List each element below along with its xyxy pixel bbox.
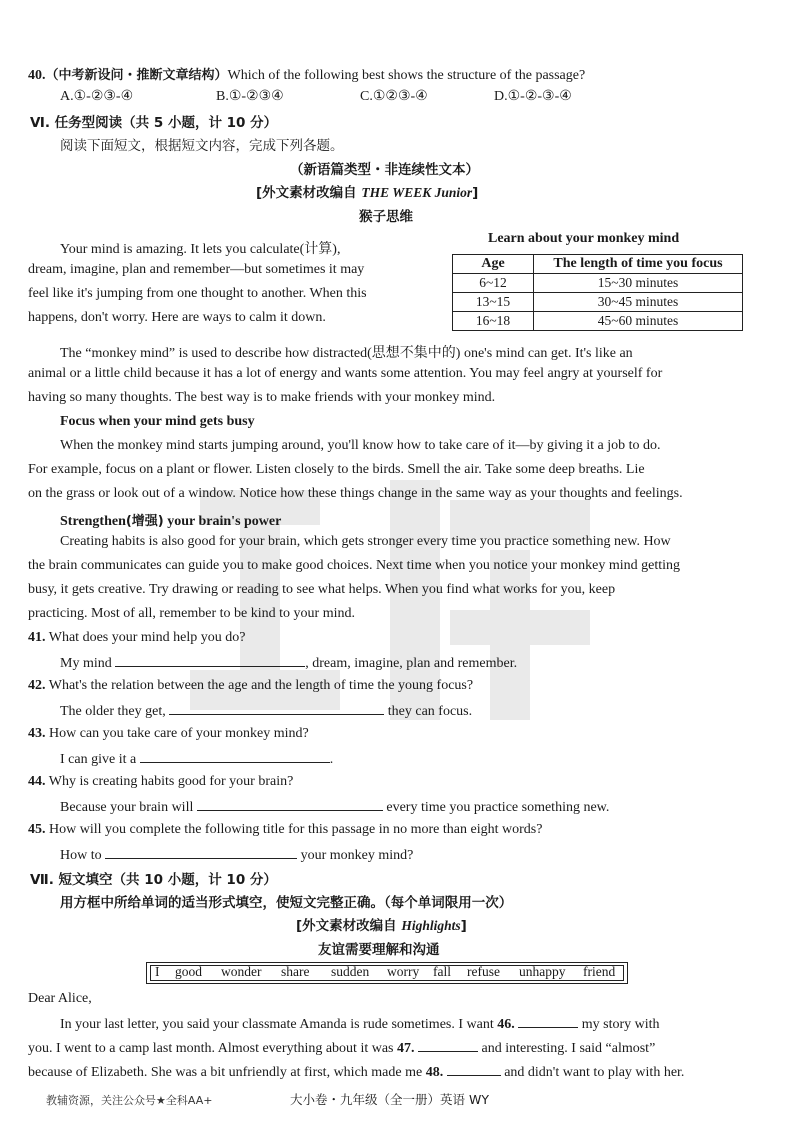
table-caption: Learn about your monkey mind (488, 231, 680, 246)
q44-blank[interactable] (197, 798, 383, 811)
para3-line-1: When the monkey mind starts jumping around, you'll know how to take care of it—by giving it a job to do. (60, 438, 661, 453)
q42-pre: The older they get, (60, 704, 166, 719)
word-box-word: refuse (467, 964, 500, 979)
word-box-word: good (175, 964, 202, 979)
word-box-word: I (155, 964, 160, 979)
q41-answer (60, 654, 517, 672)
q41-post: , dream, imagine, plan and remember. (305, 656, 518, 671)
para4-line-1: Creating habits is also good for your brain, which gets stronger every time you practice something new. How (60, 534, 671, 549)
letter-greeting: Dear Alice, (28, 991, 92, 1006)
q44-post: every time you practice something new. (386, 800, 610, 815)
word-box-word: sudden (331, 964, 370, 979)
q42-number: 42. (28, 678, 46, 693)
focus-time-table (452, 254, 743, 331)
intro-line-1: Your mind is amazing. It lets you calculate(计算), (60, 242, 341, 257)
q43-pre: I can give it a (60, 752, 137, 767)
para2-line-1: The “monkey mind” is used to describe how distracted(思想不集中的) one's mind can get. It's like an (60, 346, 633, 361)
word-box-word: worry (387, 964, 420, 979)
q41-pre: My mind (60, 656, 112, 671)
letter-line-3-a: because of Elizabeth. She was a bit unfriendly at first, which made me (28, 1065, 426, 1080)
q45-number: 45. (28, 822, 46, 837)
word-box-word: fall (433, 964, 451, 979)
q42-answer (60, 702, 472, 720)
q45-text: How will you complete the following title for this passage in no more than eight words? (49, 822, 543, 837)
q45-answer (60, 846, 413, 864)
intro-line-3: feel like it's jumping from one thought to another. When this (28, 286, 367, 301)
q44 (28, 774, 293, 790)
q40-option-c[interactable]: C.①②③-④ (360, 89, 428, 104)
letter-line-1-b: my story with (581, 1017, 660, 1032)
section6-genre: （新语篇类型・非连续性文本） (290, 162, 479, 178)
letter-line-2-a: you. I went to a camp last month. Almost everything about it was (28, 1041, 397, 1056)
table-row (453, 293, 743, 312)
passage-title-monkey-mind: 猴子思维 (359, 209, 413, 225)
q40-tag: （中考新设问・推断文章结构） (45, 68, 228, 83)
q45 (28, 822, 542, 838)
word-box-word: friend (583, 964, 616, 979)
section6-source-name: THE WEEK Junior (361, 185, 473, 200)
table-cell-length: 45~60 minutes (534, 312, 743, 331)
q43-number: 43. (28, 726, 46, 741)
table-row (453, 274, 743, 293)
q45-post: your monkey mind? (300, 848, 414, 863)
heading-strengthen-a: Strengthen (60, 514, 126, 529)
q41-blank[interactable] (115, 654, 305, 667)
word-box-word: wonder (221, 964, 262, 979)
q44-text: Why is creating habits good for your brain? (48, 774, 294, 789)
q45-blank[interactable] (105, 846, 297, 859)
blank-46[interactable] (518, 1015, 578, 1028)
table-cell-length: 15~30 minutes (534, 274, 743, 293)
letter-line-3 (28, 1063, 684, 1081)
section6-source-prefix: [外文素材改编自 (256, 185, 362, 201)
q40-option-a[interactable]: A.①-②③-④ (60, 89, 134, 104)
q44-number: 44. (28, 774, 46, 789)
intro-line-2: dream, imagine, plan and remember—but sometimes it may (28, 262, 365, 277)
blank-47-number: 47. (397, 1041, 415, 1056)
table-row (453, 312, 743, 331)
footer-left: 教辅资源，关注公众号★全科AA+ (46, 1094, 213, 1107)
heading-strengthen (60, 510, 281, 530)
table-cell-age: 6~12 (453, 274, 534, 293)
blank-46-number: 46. (497, 1017, 515, 1032)
letter-line-1 (60, 1015, 660, 1033)
q40-text: Which of the following best shows the structure of the passage? (227, 68, 586, 83)
section7-source-prefix: [外文素材改编自 (296, 918, 402, 934)
table-header-age: Age (453, 255, 534, 274)
q40-stem (28, 64, 585, 84)
section7-source (296, 914, 467, 934)
table-cell-length: 30~45 minutes (534, 293, 743, 312)
q43 (28, 726, 309, 742)
q45-pre: How to (60, 848, 102, 863)
q43-blank[interactable] (140, 750, 330, 763)
q43-answer (60, 750, 333, 768)
footer-center: 大小卷・九年级（全一册）英语 WY (290, 1092, 489, 1107)
section6-title: Ⅵ. 任务型阅读（共 5 小题，计 10 分） (30, 115, 278, 131)
q43-text: How can you take care of your monkey mind? (49, 726, 309, 741)
section6-instruction: 阅读下面短文，根据短文内容，完成下列各题。 (60, 138, 344, 154)
letter-line-2 (28, 1039, 655, 1057)
table-cell-age: 13~15 (453, 293, 534, 312)
word-box (146, 962, 628, 984)
para4-line-2: the brain communicates can guide you to make good choices. Next time when you notice your monkey mind getting (28, 558, 681, 573)
q41-text: What does your mind help you do? (48, 630, 246, 645)
q41 (28, 630, 246, 646)
q40-number: 40. (28, 68, 46, 83)
heading-strengthen-cn: (增强) (125, 514, 164, 529)
section7-source-name: Highlights (401, 918, 461, 933)
q42-text: What's the relation between the age and the length of time the young focus? (48, 678, 474, 693)
section7-instruction: 用方框中所给单词的适当形式填空，使短文完整正确。（每个单词限用一次） (60, 895, 513, 911)
q43-post: . (329, 752, 334, 767)
q42 (28, 678, 473, 694)
letter-line-2-b: and interesting. I said “almost” (481, 1041, 656, 1056)
intro-line-4: happens, don't worry. Here are ways to calm it down. (28, 310, 326, 325)
heading-strengthen-b: your brain's power (163, 514, 282, 529)
q40-option-b[interactable]: B.①-②③④ (216, 89, 284, 104)
table-header-length: The length of time you focus (534, 255, 743, 274)
para2-line-2: animal or a little child because it has a lot of energy and wants some attention. You may feel angry at yourself for (28, 366, 663, 381)
para4-line-4: practicing. Most of all, remember to be kind to your mind. (28, 606, 355, 621)
para4-line-3: busy, it gets creative. Try drawing or reading to see what helps. When you find what works for you, keep (28, 582, 616, 597)
q44-pre: Because your brain will (60, 800, 194, 815)
word-box-word: unhappy (519, 964, 566, 979)
q44-answer (60, 798, 609, 816)
para3-line-2: For example, focus on a plant or flower. Listen closely to the birds. Smell the air. Take some deep breaths. Lie (28, 462, 645, 477)
section7-title: Ⅶ. 短文填空（共 10 小题，计 10 分） (30, 872, 277, 888)
para3-line-3: on the grass or look out of a window. Notice how these things change in the same way as your thoughts and feelings. (28, 486, 683, 501)
section7-source-suffix: ] (460, 918, 467, 934)
heading-focus: Focus when your mind gets busy (60, 414, 255, 429)
q41-number: 41. (28, 630, 46, 645)
letter-line-1-a: In your last letter, you said your classmate Amanda is rude sometimes. I want (60, 1017, 498, 1032)
q40-option-d[interactable]: D.①-②-③-④ (494, 89, 572, 104)
section6-source (256, 181, 478, 201)
section6-source-suffix: ] (472, 185, 479, 201)
q42-post: they can focus. (387, 704, 473, 719)
word-box-word: share (281, 964, 310, 979)
blank-48-number: 48. (425, 1065, 444, 1080)
para2-line-3: having so many thoughts. The best way is to make friends with your monkey mind. (28, 390, 496, 405)
passage-title-friendship: 友谊需要理解和沟通 (318, 942, 440, 958)
table-cell-age: 16~18 (453, 312, 534, 331)
blank-48[interactable] (447, 1063, 501, 1076)
letter-line-3-b: and didn't want to play with her. (504, 1065, 685, 1080)
q42-blank[interactable] (169, 702, 384, 715)
blank-47[interactable] (418, 1039, 478, 1052)
